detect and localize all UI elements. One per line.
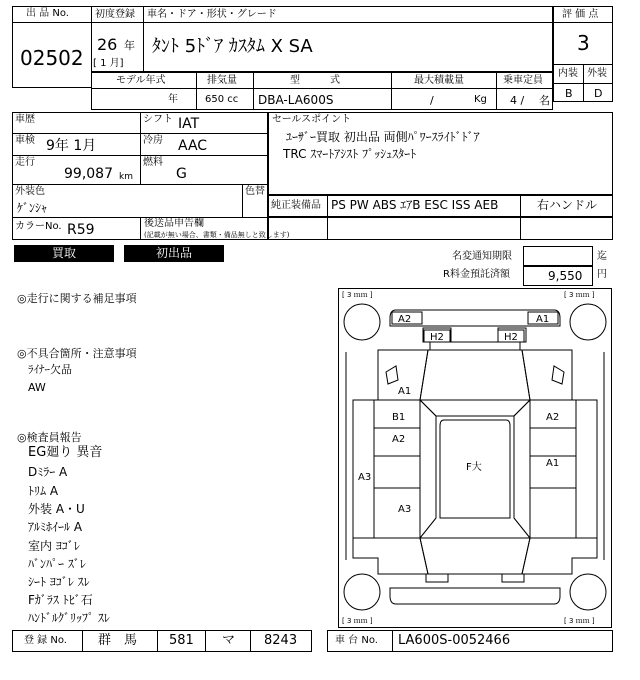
tail-lamp-left bbox=[426, 574, 448, 582]
tire-rear-left bbox=[344, 574, 380, 610]
inspector-item: ｱﾙﾐﾎｲｰﾙ A bbox=[28, 520, 83, 534]
damage-mark: F大 bbox=[466, 462, 482, 473]
defects-title: ◎不具合箇所・注意事項 bbox=[17, 347, 137, 360]
name-change-label: 名変通知期限 bbox=[452, 251, 512, 262]
tire-tread-rear-right: [ 3 ｍｍ ] bbox=[564, 617, 595, 625]
defect-item: AW bbox=[28, 381, 46, 394]
chassis-number: LA600S-0052466 bbox=[398, 633, 511, 648]
inspector-item: Fｶﾞﾗｽ ﾄﾋﾞ石 bbox=[28, 593, 93, 607]
tailgate bbox=[420, 538, 530, 574]
hood bbox=[420, 350, 530, 400]
blank-row bbox=[268, 217, 613, 240]
registration-class: 581 bbox=[169, 633, 194, 648]
interior-label: 内装 bbox=[558, 68, 578, 79]
history-label: 車歴 bbox=[15, 114, 35, 125]
rear-fender-right bbox=[522, 538, 597, 574]
model-year-label: モデル年式 bbox=[116, 75, 166, 86]
damage-mark: H2 bbox=[504, 332, 518, 343]
inspector-item: Dﾐﾗｰ A bbox=[28, 465, 68, 479]
air-conditioner: AAC bbox=[178, 138, 208, 154]
damage-mark: A1 bbox=[536, 314, 550, 325]
ac-label: 冷房 bbox=[143, 135, 163, 146]
mirror-right bbox=[552, 366, 564, 384]
damage-mark: B1 bbox=[392, 412, 406, 423]
damage-mark: A3 bbox=[398, 504, 412, 515]
color-number: R59 bbox=[67, 222, 95, 238]
damage-mark: A2 bbox=[398, 314, 412, 325]
damage-mark: A2 bbox=[392, 434, 406, 445]
recycle-fee-amount: 9,550 bbox=[548, 269, 583, 283]
grade-label: 評 価 点 bbox=[562, 9, 599, 20]
equipment-label: 純正装備品 bbox=[271, 200, 321, 211]
document-note: (記載が無い場合、書類・備品無しと致します) bbox=[144, 231, 290, 239]
inspector-item: ﾊﾞﾝﾊﾟｰ ｽﾞﾚ bbox=[28, 557, 86, 571]
model-year-unit: 年 bbox=[168, 94, 178, 105]
tire-tread-rear-left: [ 3 ｍｍ ] bbox=[342, 617, 373, 625]
first-registration-label: 初度登録 bbox=[95, 9, 135, 20]
inspector-item: EG廻り 異音 bbox=[28, 445, 103, 460]
rear-bumper bbox=[390, 588, 560, 604]
inspector-item: ﾄﾘﾑ A bbox=[28, 484, 59, 498]
front-fender-right bbox=[522, 350, 572, 400]
exterior-grade: D bbox=[594, 87, 603, 100]
registration-label: 登 録 No. bbox=[24, 635, 67, 646]
max-load: / bbox=[430, 94, 434, 107]
chassis-label: 車 台 No. bbox=[335, 635, 378, 646]
overall-grade: 3 bbox=[577, 31, 590, 55]
lot-number-label: 出 品 No. bbox=[26, 8, 69, 19]
fuel-label: 燃料 bbox=[143, 157, 163, 168]
capacity-unit: 名 bbox=[539, 94, 550, 107]
tire-front-right bbox=[570, 304, 606, 340]
rear-fender-left bbox=[353, 538, 428, 574]
car-name: ﾀﾝﾄ 5ﾄﾞｱ ｶｽﾀﾑ X SA bbox=[152, 36, 313, 57]
shift: IAT bbox=[178, 116, 200, 132]
shift-label: シフト bbox=[143, 114, 173, 125]
type-label: 型 式 bbox=[290, 75, 340, 86]
tire-front-left bbox=[344, 304, 380, 340]
exterior-label: 外装 bbox=[587, 68, 607, 79]
mileage-label: 走行 bbox=[15, 157, 35, 168]
sales-point-label: セールスポイント bbox=[272, 114, 352, 125]
mileage: 99,087 bbox=[64, 166, 113, 182]
car-condition-diagram bbox=[338, 288, 612, 628]
windshield bbox=[420, 400, 530, 416]
sales-point-line1: ﾕｰｻﾞｰ買取 初出品 両側ﾊﾟﾜｰｽﾗｲﾄﾞﾄﾞｱ bbox=[286, 130, 480, 144]
tire-tread-front-right: [ 3 ｍｍ ] bbox=[564, 291, 595, 299]
registration-year-unit: 年 bbox=[124, 39, 135, 52]
inspector-item: ﾊﾝﾄﾞﾙｸﾞﾘｯﾌﾟ ｽﾚ bbox=[28, 611, 110, 625]
fuel: G bbox=[176, 166, 187, 182]
registration-number: 8243 bbox=[264, 633, 298, 648]
tire-rear-right bbox=[570, 574, 606, 610]
tag-first-listing: 初出品 bbox=[124, 245, 224, 262]
recycle-fee-label: R料金預託済額 bbox=[443, 269, 510, 280]
exterior-color: ｹﾞﾝｼｬ bbox=[17, 201, 48, 215]
damage-mark: H2 bbox=[430, 332, 444, 343]
tag-buyback: 買取 bbox=[14, 245, 114, 262]
registration-area: 群 馬 bbox=[98, 633, 138, 648]
displacement-label: 排気量 bbox=[207, 75, 237, 86]
defect-item: ﾗｲﾅｰ欠品 bbox=[28, 363, 72, 376]
inspector-title: ◎検査員報告 bbox=[17, 431, 82, 444]
tire-tread-front-left: [ 3 ｍｍ ] bbox=[342, 291, 373, 299]
max-load-label: 最大積載量 bbox=[414, 75, 464, 86]
inspection-expiry: 9年 1月 bbox=[46, 138, 97, 154]
name-change-unit: 迄 bbox=[597, 251, 607, 262]
color-label: 外装色 bbox=[15, 186, 45, 197]
inspection-label: 車検 bbox=[15, 135, 35, 146]
recycle-fee-unit: 円 bbox=[597, 269, 607, 280]
inspector-item: 室内 ﾖｺﾞﾚ bbox=[28, 539, 80, 553]
car-name-label: 車名・ドア・形状・グレード bbox=[147, 9, 277, 20]
color-change-label: 色替 bbox=[245, 186, 265, 197]
mirror-left bbox=[386, 366, 398, 384]
sales-point-line2: TRC ｽﾏｰﾄｱｼｽﾄ ﾌﾟｯｼｭｽﾀｰﾄ bbox=[283, 147, 417, 161]
color-number-label: カラーNo. bbox=[15, 221, 62, 232]
damage-mark: A1 bbox=[546, 458, 560, 469]
capacity-label: 乗車定員 bbox=[503, 75, 543, 86]
displacement: 650 cc bbox=[205, 94, 239, 105]
driving-notes-title: ◎走行に関する補足事項 bbox=[17, 292, 137, 305]
tail-lamp-right bbox=[502, 574, 524, 582]
steering-side: 右ハンドル bbox=[537, 198, 598, 212]
inspector-item: 外装 A・U bbox=[28, 502, 85, 516]
damage-mark: A3 bbox=[358, 472, 372, 483]
inspector-item: ｼｰﾄ ﾖｺﾞﾚ ｽﾚ bbox=[28, 575, 90, 589]
diagram-frame bbox=[339, 289, 612, 628]
equipment-list: PS PW ABS ｴｱB ESC ISS AEB bbox=[331, 198, 499, 212]
capacity: 4 / bbox=[510, 94, 525, 107]
max-load-unit: Kg bbox=[474, 94, 487, 105]
model-type: DBA-LA600S bbox=[258, 93, 334, 107]
registration-kana: マ bbox=[222, 633, 236, 648]
name-change-deadline bbox=[523, 246, 593, 266]
mileage-unit: km bbox=[119, 172, 133, 182]
document-label: 後送品申告欄 bbox=[144, 218, 204, 229]
lot-number: 02502 bbox=[20, 46, 84, 70]
interior-grade: B bbox=[565, 87, 573, 100]
registration-year: 26 bbox=[97, 35, 118, 54]
damage-mark: A2 bbox=[546, 412, 560, 423]
damage-mark: A1 bbox=[398, 386, 412, 397]
registration-month: [ 1 月] bbox=[93, 58, 124, 69]
